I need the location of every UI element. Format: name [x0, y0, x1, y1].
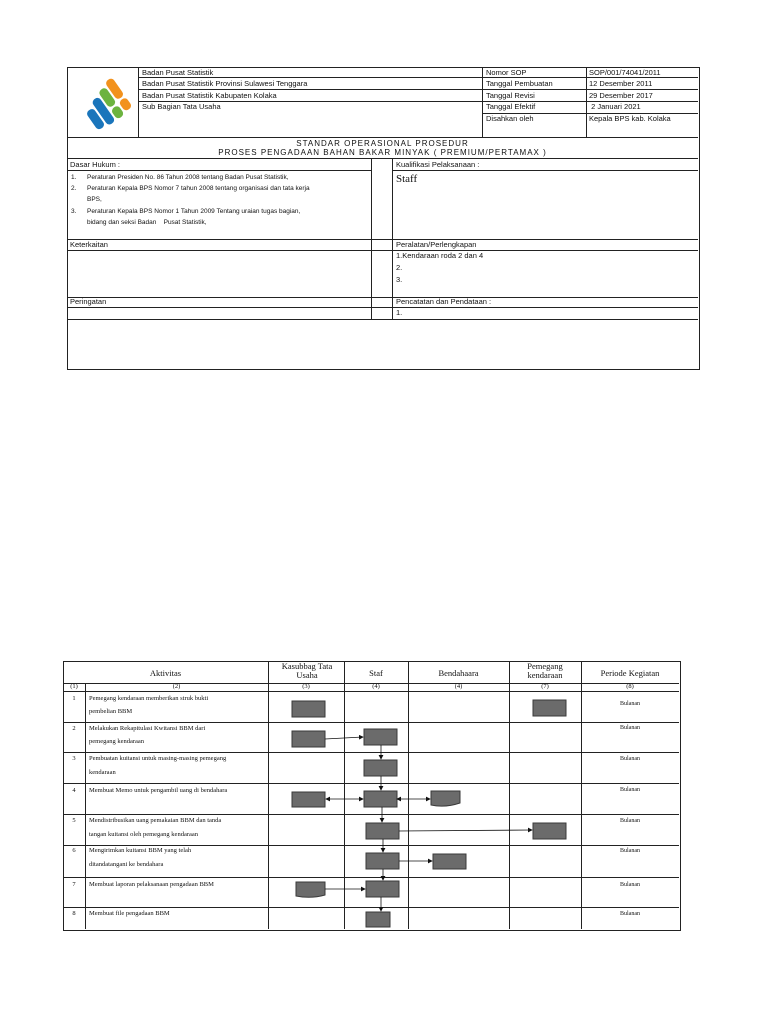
meta-label-efektif: Tanggal Efektif: [486, 102, 536, 111]
row-2-period: Bulanan: [620, 725, 640, 731]
meta-value-revisi: 29 Desember 2017: [589, 91, 653, 100]
shape-r5-staf: [366, 823, 399, 839]
meta-value-nomor: SOP/001/74041/2011: [589, 68, 661, 77]
row-5-line-1: Mendistribusikan uang pemakaian BBM dan tanda: [89, 817, 222, 824]
pencatatan-item-1: 1.: [396, 308, 403, 317]
row-7-line-1: Membuat laporan pelaksanaan pengadaan BBM: [89, 881, 214, 888]
keterkaitan-label: Keterkaitan: [70, 240, 108, 249]
colnum-5: (4): [454, 683, 463, 690]
shape-r4-bendahara: [431, 791, 460, 806]
row-4-period: Bulanan: [620, 787, 640, 793]
dasar-hukum-item-1: Peraturan Presiden No. 86 Tahun 2008 tentang Badan Pusat Statistik,: [87, 174, 289, 181]
meta-label-disahkan: Disahkan oleh: [486, 114, 534, 123]
kualifikasi-value: Staff: [396, 173, 418, 185]
header-aktivitas: Aktivitas: [149, 668, 182, 678]
row-6-no: 6: [72, 847, 76, 854]
dasar-hukum-item-2b: BPS,: [87, 196, 102, 203]
meta-label-pembuatan: Tanggal Pembuatan: [486, 79, 553, 88]
row-3-line-2: kendaraan: [89, 769, 116, 776]
row-4-line-1: Membuat Memo untuk pengambil uang di bendahara: [89, 787, 228, 794]
row-8-line-1: Membuat file pengadaan BBM: [89, 910, 170, 917]
meta-value-pembuatan: 12 Desember 2011: [589, 79, 653, 88]
meta-value-disahkan: Kepala BPS kab. Kolaka: [589, 114, 671, 123]
flow-table: [63, 661, 681, 933]
shape-r4-staf: [364, 791, 397, 807]
org-line-1: Badan Pusat Statistik: [142, 68, 214, 77]
bps-logo-icon: [77, 75, 137, 135]
shape-r7-staf: [366, 881, 399, 897]
shape-r2-kasubbag: [292, 731, 325, 747]
meta-value-efektif: 2 Januari 2021: [589, 102, 641, 111]
row-5-no: 5: [72, 817, 76, 824]
shape-r8-staf: [366, 912, 390, 927]
header-bendahaara: Bendahaara: [438, 668, 479, 678]
peralatan-item-1: 1.Kendaraan roda 2 dan 4: [396, 251, 484, 260]
row-3-no: 3: [72, 755, 76, 762]
dasar-hukum-item-3a: Peraturan Kepala BPS Nomor 1 Tahun 2009 Tentang uraian tugas bagian,: [87, 208, 301, 215]
row-2-line-2: pemegang kendaraan: [89, 738, 145, 745]
row-3-period: Bulanan: [620, 756, 640, 762]
peringatan-label: Peringatan: [70, 297, 107, 306]
flowchart-diagram: [63, 661, 679, 931]
colnum-3: (3): [302, 683, 310, 690]
shape-r3-staf: [364, 760, 397, 776]
row-2-no: 2: [72, 725, 76, 732]
row-6-line-2: ditandatangani ke bendahara: [89, 861, 164, 868]
row-1-line-2: pembelian BBM: [89, 708, 133, 715]
colnum-4: (4): [372, 683, 380, 690]
sop-title: STANDAR OPERASIONAL PROSEDUR: [296, 139, 469, 148]
shape-r4-kasubbag: [292, 792, 325, 807]
row-5-line-2: tangan kuitansi oleh pemegang kendaraan: [89, 831, 199, 838]
org-line-3: Badan Pusat Statistik Kabupaten Kolaka: [142, 91, 277, 100]
shape-r6-staf: [366, 853, 399, 869]
header-pemegang: Pemegang kendaraan: [527, 661, 563, 680]
row-4-no: 4: [72, 787, 76, 794]
dasar-hukum-label: Dasar Hukum :: [70, 160, 121, 169]
shape-r1-kasubbag: [292, 701, 325, 717]
row-5-period: Bulanan: [620, 818, 640, 824]
meta-label-revisi: Tanggal Revisi: [486, 91, 535, 100]
org-line-4: Sub Bagian Tata Usaha: [142, 102, 221, 111]
shape-r6-bendahara: [433, 854, 466, 869]
colnum-1: (1): [70, 683, 78, 690]
header-staf: Staf: [369, 668, 383, 678]
peralatan-item-3: 3.: [396, 275, 403, 284]
org-line-2: Badan Pusat Statistik Provinsi Sulawesi Tenggara: [142, 79, 308, 88]
row-1-line-1: Pemegang kendaraan memberikan struk bukti: [89, 695, 209, 702]
colnum-6: (7): [541, 683, 549, 690]
sop-subtitle: PROSES PENGADAAN BAHAN BAKAR MINYAK ( PREMIUM/PERTAMAX ): [218, 148, 547, 157]
row-2-line-1: Melakukan Rekapitulasi Kwitansi BBM dari: [89, 725, 206, 732]
peralatan-item-2: 2.: [396, 263, 403, 272]
shape-r2-staf: [364, 729, 397, 745]
bps-logo: [77, 75, 137, 135]
colnum-7: (8): [626, 683, 634, 690]
dasar-hukum-item-3b: bidang dan seksi Badan Pusat Statistik,: [87, 219, 207, 226]
row-8-period: Bulanan: [620, 911, 640, 917]
kualifikasi-label: Kualifikasi Pelaksanaan :: [396, 160, 480, 169]
meta-label-nomor: Nomor SOP: [486, 68, 527, 77]
row-1-no: 1: [72, 695, 76, 702]
dasar-hukum-item-2a: Peraturan Kepala BPS Nomor 7 tahun 2008 tentang organisasi dan tata kerja: [87, 185, 310, 192]
sop-form: [67, 67, 700, 370]
colnum-2: (2): [172, 683, 181, 690]
row-6-line-1: Mengirimkan kuitansi BBM yang telah: [89, 847, 192, 854]
header-kasubbag: Kasubbag Tata Usaha: [281, 661, 333, 680]
row-6-period: Bulanan: [620, 848, 640, 854]
row-7-no: 7: [72, 881, 76, 888]
dasar-hukum-num-3: 3.: [71, 208, 77, 215]
dasar-hukum-num-1: 1.: [71, 174, 77, 181]
peralatan-label: Peralatan/Perlengkapan: [396, 240, 477, 249]
row-7-period: Bulanan: [620, 882, 640, 888]
row-1-period: Bulanan: [620, 701, 640, 707]
row-3-line-1: Pembuatan kuitansi untuk masing-masing pemegang: [89, 755, 227, 762]
shape-r1-pemegang: [533, 700, 566, 716]
shape-r5-pemegang: [533, 823, 566, 839]
dasar-hukum-num-2: 2.: [71, 185, 77, 192]
row-8-no: 8: [72, 910, 76, 917]
pencatatan-label: Pencatatan dan Pendataan :: [396, 297, 492, 306]
shape-r7-kasubbag: [296, 882, 325, 897]
header-periode: Periode Kegiatan: [600, 668, 660, 678]
